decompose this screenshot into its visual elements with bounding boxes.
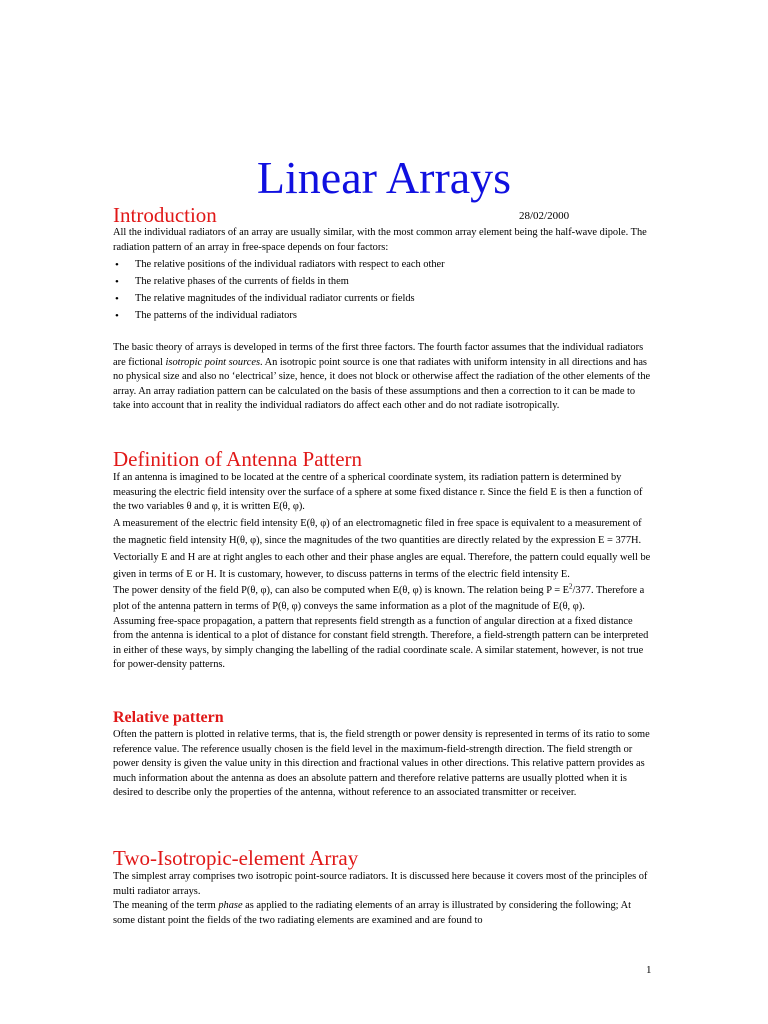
definition-text-3-sup: 2 — [569, 582, 573, 591]
list-item: • The patterns of the individual radiators — [113, 309, 653, 326]
intro-text-2b: . An isotropic point source is one that radiates with uniform intensity in all directions and has no physical size and also no ‘electrical’ size, hence, it does not block or otherwise affect the radiation of the other elements of the array. An array radiation pattern can be calculated on the basis of these assumptions and then a correction to it can be made to take into account that in reality the individual radiators do affect each other and do not radiate isotropically. — [113, 356, 651, 411]
intro-factor-list — [113, 258, 653, 326]
definition-paragraphs — [113, 471, 653, 673]
intro-text-1: All the individual radiators of an array are usually similar, with the most common array element being the half-wave dipole. The radiation pattern of an array in free-space depends on four factors: — [113, 227, 647, 253]
list-item: • The relative phases of the currents of fields in them — [113, 275, 653, 292]
two-element-paragraphs — [113, 870, 653, 928]
intro-text-2a: The basic theory of arrays is developed in terms of the first three factors. The fourth factor assumes that the individual radiators are fictional — [113, 342, 644, 368]
relative-text-1: Often the pattern is plotted in relative terms, that is, the field strength or power density is represented in terms of its ratio to some reference value. The reference usually chosen is the field level in the maximum-field-strength direction. The field strength or power density is given the value unity in this direction and fractional values in other directions. This relative pattern provides as much information about the antenna as does an absolute pattern and therefore relative patterns are usually plotted when it is desired to describe only the properties of the antenna, without reference to an associated transmitter or receiver. — [113, 729, 650, 798]
intro-text-2-italic: isotropic point sources — [165, 356, 260, 368]
definition-text-3b: /377. Therefore a plot of the antenna pattern in terms of P(θ, φ) conveys the same information as a plot of the magnitude of E(θ, φ). — [113, 584, 645, 612]
definition-text-3a: The power density of the field P(θ, φ), can also be computed when E(θ, φ) is known. The relation being P = E — [113, 584, 570, 596]
heading-relative-pattern: Relative pattern — [113, 709, 224, 726]
heading-two-isotropic-element-array: Two-Isotropic-element Array — [113, 846, 359, 870]
heading-introduction: Introduction — [113, 203, 217, 227]
definition-text-1: If an antenna is imagined to be located at the centre of a spherical coordinate system, its radiation pattern is determined by measuring the electric field intensity over the surface of a sphere at some fixed distance r. Since the field E is then a function of the two variables θ and φ, it is written E(θ, φ). — [113, 472, 643, 512]
definition-text-4: Assuming free-space propagation, a pattern that represents field strength as a function of angular direction at a fixed distance from the antenna is identical to a plot of distance for constant field strength. Therefore, a field-strength pattern can be interpreted in either of these ways, by simply changing the labelling of the radial coordinate scale. A similar statement, however, is not true for power-density patterns. — [113, 615, 649, 670]
definition-text-2: A measurement of the electric field intensity E(θ, φ) of an electromagnetic filed in free space is equivalent to a measurement of the magnetic field intensity H(θ, φ), since the magnitudes of the two quantities are directly related by the expression E = 377H. Vectorially E and H are at right angles to each other and their phase angles are equal. Therefore, the pattern could equally well be given in terms of E or H. It is customary, however, to discuss patterns in terms of the electric field intensity E. — [113, 517, 651, 580]
page-number: 1 — [646, 964, 652, 976]
intro-paragraph-2 — [113, 341, 653, 414]
document-title: Linear Arrays — [256, 152, 512, 203]
document-date: 28/02/2000 — [519, 210, 570, 222]
relative-paragraph — [113, 728, 653, 801]
list-item: • The relative magnitudes of the individual radiator currents or fields — [113, 292, 653, 309]
two-element-text-2b: as applied to the radiating elements of an array is illustrated by considering the following; At some distant point the fields of the two radiating elements are examined and are found to — [113, 900, 631, 926]
two-element-text-1: The simplest array comprises two isotropic point-source radiators. It is discussed here because it covers most of the principles of multi radiator arrays. — [113, 871, 648, 897]
list-item: • The relative positions of the individual radiators with respect to each other — [113, 258, 653, 275]
heading-definition-of-antenna-pattern: Definition of Antenna Pattern — [113, 447, 363, 471]
two-element-text-2-italic: phase — [218, 900, 243, 911]
intro-paragraph-1 — [113, 226, 653, 255]
two-element-text-2a: The meaning of the term — [113, 900, 219, 911]
